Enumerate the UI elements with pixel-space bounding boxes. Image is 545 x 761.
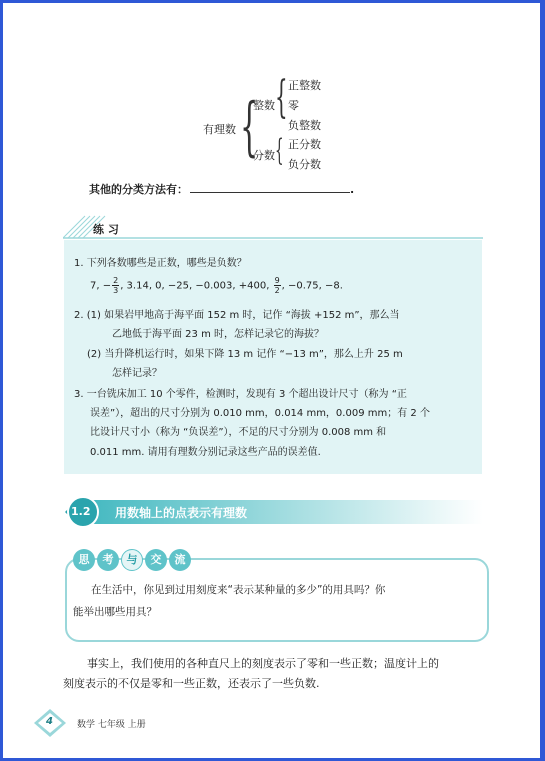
fraction-two-thirds — [112, 276, 119, 295]
think-line1: 在生活中，你见到过用刻度来“表示某种量的多少”的用具吗？你 — [91, 584, 386, 596]
q2-part1-line2: 乙地低于海平面 23 m 时，怎样记录它的海拔？ — [112, 329, 325, 340]
practice-header-decoration — [63, 213, 483, 239]
root-label: 有理数 — [203, 123, 236, 136]
think-char: 思 — [73, 549, 95, 571]
q2-part1-line1: 2. (1) 如果岩甲地高于海平面 152 m 时，记作 “海拔 +152 m”，那么当 — [74, 310, 400, 321]
section-title: 用数轴上的点表示有理数 — [115, 506, 248, 520]
frac2-den: 2 — [274, 286, 280, 295]
q1-numbers — [90, 276, 343, 295]
root-brace: { — [240, 90, 259, 164]
integer-brace: { — [275, 72, 288, 123]
q1-prefix: 7, − — [90, 280, 112, 292]
practice-title: 练 习 — [93, 223, 119, 236]
frac1-num: 2 — [113, 276, 119, 285]
frac1-den: 3 — [113, 286, 119, 295]
integer-label: 整数 — [253, 99, 275, 112]
q3-line3: 比设计尺寸小（称为 “负误差”），不足的尺寸分别为 0.008 mm 和 — [90, 427, 387, 438]
body-line2: 刻度表示的不仅是零和一些正数，还表示了一些负数. — [63, 677, 320, 690]
integer-item: 零 — [288, 99, 299, 112]
q2-part2-line2: 怎样记录？ — [112, 368, 162, 379]
think-char: 考 — [97, 549, 119, 571]
body-line1: 事实上，我们使用的各种直尺上的刻度表示了零和一些正数；温度计上的 — [87, 657, 439, 670]
fraction-item: 负分数 — [288, 158, 321, 171]
other-methods — [89, 181, 354, 197]
fraction-label: 分数 — [253, 149, 275, 162]
section-number: 1.2 — [71, 505, 91, 518]
integer-item: 正整数 — [288, 79, 321, 92]
integer-item: 负整数 — [288, 119, 321, 132]
other-methods-end: . — [350, 183, 355, 196]
q2-part2-line1: (2) 当升降机运行时，如果下降 13 m 记作 “−13 m”，那么上升 25 m — [87, 349, 403, 360]
think-char: 流 — [169, 549, 191, 571]
think-discuss-tag — [73, 548, 193, 572]
frac2-num: 9 — [274, 276, 280, 285]
q1-suffix: , −0.75, −8. — [281, 280, 343, 292]
page-footer — [33, 708, 146, 738]
think-line2: 能举出哪些用具？ — [73, 606, 157, 618]
think-char: 与 — [121, 549, 143, 571]
book-title: 数学 七年级 上册 — [77, 720, 146, 730]
practice-box — [64, 240, 482, 474]
section-heading — [63, 496, 483, 528]
q1-middle: , 3.14, 0, −25, −0.003, +400, — [120, 280, 270, 292]
answer-blank[interactable] — [190, 181, 350, 193]
other-methods-label: 其他的分类方法有： — [89, 183, 188, 196]
fraction-nine-halves — [274, 276, 281, 295]
think-char: 交 — [145, 549, 167, 571]
practice-header — [63, 213, 483, 239]
page-number: 4 — [46, 716, 53, 727]
q3-line2: 误差”），超出的尺寸分别为 0.010 mm，0.014 mm，0.009 mm；有 2 个 — [90, 408, 430, 419]
fraction-item: 正分数 — [288, 138, 321, 151]
q3-line1: 3. 一台铣床加工 10 个零件，检测时，发现有 3 个超出设计尺寸（称为 “正 — [74, 389, 407, 400]
q1-text: 1. 下列各数哪些是正数，哪些是负数？ — [74, 258, 247, 269]
fraction-brace: { — [275, 133, 284, 168]
q3-line4: 0.011 mm. 请用有理数分别记录这些产品的误差值. — [90, 447, 321, 458]
